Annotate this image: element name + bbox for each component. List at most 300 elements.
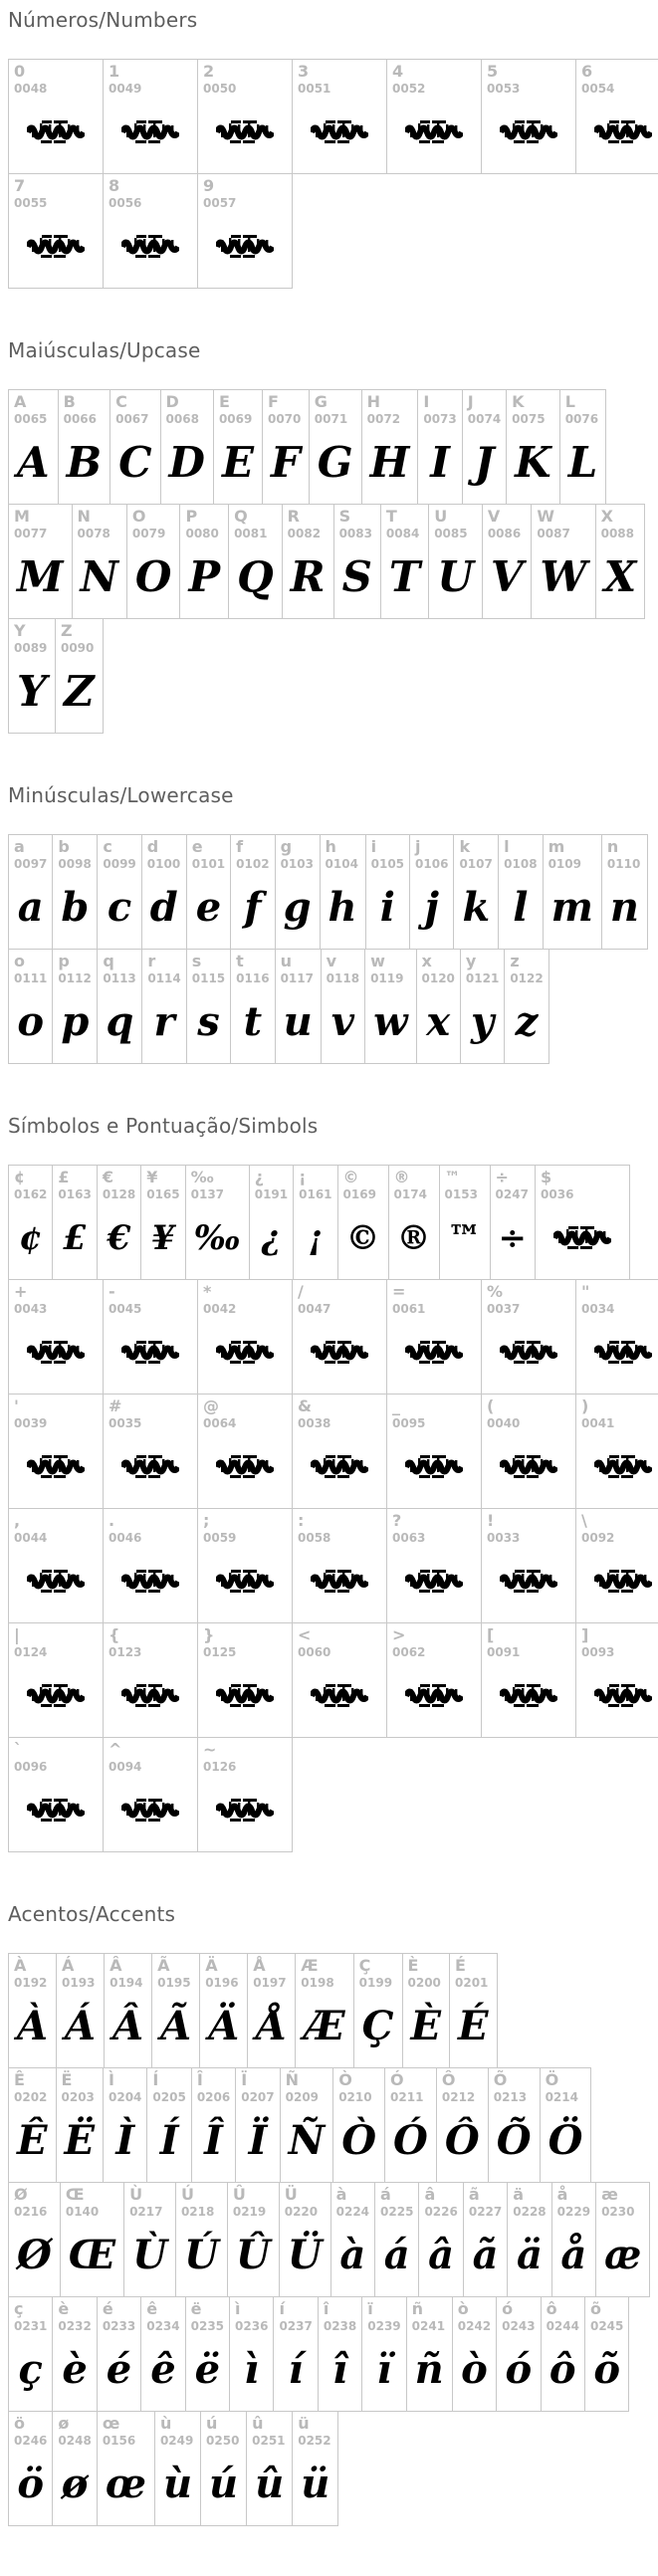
demo-stamp-image	[311, 1683, 368, 1709]
glyph-preview-area	[338, 2104, 379, 2176]
demo-stamp-area	[392, 96, 476, 167]
glyph-preview: ‰	[194, 1221, 241, 1255]
cell-code-label: 0196	[205, 1976, 242, 1990]
glyph-preview-area	[326, 871, 360, 943]
glyph-preview-area	[494, 2104, 535, 2176]
cell-character-label: ;	[203, 1511, 287, 1531]
cell-code-label: 0084	[386, 527, 423, 540]
cell-code-label: 0072	[367, 412, 413, 426]
demo-stamp-image	[594, 1454, 652, 1480]
cell-character-label: ñ	[412, 2299, 447, 2319]
cell-code-label: 0116	[236, 971, 269, 985]
demo-stamp-image	[121, 119, 179, 145]
demo-stamp-area	[14, 210, 98, 282]
cell-character-label: x	[422, 952, 455, 971]
glyph-preview-area	[288, 540, 329, 612]
glyph-preview: œ	[106, 2465, 146, 2504]
glyph-cell-0065	[9, 390, 59, 505]
glyph-cell-0100	[141, 835, 186, 950]
demo-stamp-area	[298, 1659, 381, 1731]
glyph-cell-0057	[198, 174, 293, 289]
glyph-row	[8, 1953, 498, 2068]
glyph-preview: É	[458, 2007, 489, 2046]
glyph-preview-area	[390, 2104, 431, 2176]
glyph-cell-0198	[296, 1954, 353, 2068]
glyph-preview-area	[205, 1990, 242, 2061]
cell-code-label: 0192	[14, 1976, 51, 1990]
cell-code-label: 0242	[458, 2319, 491, 2333]
glyph-preview-area	[191, 1201, 244, 1273]
glyph-cell-0197	[248, 1954, 296, 2068]
cell-code-label: 0233	[103, 2319, 135, 2333]
cell-code-label: 0165	[146, 1187, 179, 1201]
glyph-preview-area	[442, 2104, 483, 2176]
glyph-row	[8, 1508, 658, 1623]
cell-character-label: S	[339, 507, 375, 527]
glyph-cell-0058	[293, 1509, 387, 1623]
glyph-preview-area	[181, 2219, 222, 2290]
cell-code-label: 0083	[339, 527, 375, 540]
cell-code-label: 0231	[14, 2319, 47, 2333]
cell-code-label: 0206	[197, 2090, 230, 2104]
demo-stamp-area	[14, 1430, 98, 1502]
glyph-cell-0056	[104, 174, 198, 289]
cell-character-label: o	[14, 952, 47, 971]
cell-code-label: 0238	[324, 2319, 356, 2333]
glyph-cell-0233	[97, 2297, 140, 2412]
glyph-preview-area	[408, 1990, 445, 2061]
cell-character-label: œ	[103, 2414, 149, 2434]
cell-character-label: ò	[458, 2299, 491, 2319]
cell-code-label: 0068	[166, 412, 208, 426]
cell-character-label: A	[14, 392, 53, 412]
glyph-cell-0224	[330, 2183, 374, 2297]
cell-character-label: J	[468, 392, 501, 412]
cell-code-label: 0128	[103, 1187, 135, 1201]
glyph-preview: X	[604, 556, 637, 598]
glyph-cell-0241	[406, 2297, 452, 2412]
cell-character-label: P	[185, 507, 223, 527]
cell-code-label: 0202	[14, 2090, 51, 2104]
cell-character-label: D	[166, 392, 208, 412]
cell-character-label: ‰	[191, 1168, 244, 1187]
cell-code-label: 0207	[241, 2090, 274, 2104]
glyph-preview: B	[67, 442, 103, 484]
cell-character-label: Ö	[546, 2070, 586, 2090]
cell-code-label: 0094	[109, 1760, 192, 1774]
cell-character-label: Ã	[157, 1956, 194, 1976]
demo-stamp-area	[298, 1430, 381, 1502]
glyph-preview-area	[488, 540, 527, 612]
cell-character-label: €	[103, 1168, 135, 1187]
cell-code-label: 0123	[109, 1645, 192, 1659]
glyph-cell-0102	[231, 835, 275, 950]
glyph-cell-0153	[439, 1166, 490, 1280]
cell-code-label: 0126	[203, 1760, 287, 1774]
cell-character-label: k	[459, 837, 493, 857]
cell-code-label: 0055	[14, 196, 98, 210]
cell-character-label: ¢	[14, 1168, 47, 1187]
cell-code-label: 0037	[487, 1302, 570, 1316]
glyph-preview-area	[466, 985, 499, 1057]
cell-code-label: 0237	[279, 2319, 312, 2333]
glyph-preview-area	[192, 985, 225, 1057]
cell-code-label: 0056	[109, 196, 192, 210]
glyph-preview-area	[496, 1201, 531, 1273]
demo-stamp-area	[109, 1659, 192, 1731]
glyph-cell-0213	[488, 2068, 540, 2183]
glyph-preview-area	[58, 985, 92, 1057]
demo-stamp-area	[392, 1659, 476, 1731]
glyph-cell-0123	[104, 1623, 198, 1738]
demo-stamp-area	[392, 1430, 476, 1502]
cell-character-label: %	[487, 1282, 570, 1302]
glyph-cell-0214	[540, 2068, 591, 2183]
glyph-preview: Æ	[304, 2007, 344, 2046]
glyph-preview-area	[152, 2104, 185, 2176]
glyph-cell-0108	[499, 835, 543, 950]
glyph-preview-area	[565, 426, 601, 498]
glyph-cell-0075	[507, 390, 560, 505]
glyph-preview: ü	[301, 2465, 329, 2504]
cell-code-label: 0174	[394, 1187, 434, 1201]
glyph-row	[8, 949, 549, 1064]
glyph-cell-0120	[416, 950, 460, 1064]
glyph-preview: k	[462, 888, 490, 928]
demo-stamp-image	[311, 1569, 368, 1595]
cell-code-label: 0201	[455, 1976, 492, 1990]
cell-code-label: 0107	[459, 857, 493, 871]
glyph-preview-area	[103, 871, 135, 943]
cell-character-label: Î	[197, 2070, 230, 2090]
cell-character-label: ú	[206, 2414, 241, 2434]
glyph-preview-area	[424, 2219, 457, 2290]
glyph-preview-area	[14, 2448, 47, 2519]
demo-stamp-image	[27, 1569, 85, 1595]
cell-character-label: B	[64, 392, 106, 412]
glyph-cell-0217	[124, 2183, 176, 2297]
demo-stamp-area	[487, 1430, 570, 1502]
glyph-cell-0216	[9, 2183, 61, 2297]
demo-stamp-image	[121, 1454, 179, 1480]
glyph-preview-area	[14, 1990, 51, 2061]
glyph-preview: ¿	[261, 1221, 281, 1255]
glyph-cell-0064	[198, 1395, 293, 1509]
cell-code-label: 0203	[62, 2090, 99, 2104]
glyph-preview: â	[428, 2236, 454, 2275]
glyph-preview: ù	[163, 2465, 192, 2504]
glyph-preview: Ñ	[289, 2121, 326, 2161]
cell-code-label: 0089	[14, 641, 50, 655]
demo-stamp-image	[594, 119, 652, 145]
glyph-preview: A	[17, 442, 50, 484]
demo-stamp-area	[203, 1545, 287, 1616]
glyph-preview: ø	[62, 2465, 89, 2504]
cell-code-label: 0069	[219, 412, 257, 426]
glyph-preview: s	[197, 1002, 220, 1042]
cell-code-label: 0093	[581, 1645, 658, 1659]
demo-stamp-image	[121, 234, 179, 260]
cell-character-label: v	[327, 952, 359, 971]
demo-stamp-area	[203, 1430, 287, 1502]
cell-code-label: 0194	[110, 1976, 146, 1990]
demo-stamp-image	[121, 1340, 179, 1366]
cell-character-label: î	[324, 2299, 356, 2319]
glyph-cell-0079	[126, 505, 180, 619]
demo-stamp-image	[27, 1798, 85, 1824]
cell-code-label: 0044	[14, 1531, 98, 1545]
cell-character-label: s	[192, 952, 225, 971]
demo-stamp-area	[487, 1659, 570, 1731]
glyph-cell-0230	[596, 2183, 650, 2297]
cell-character-label: Í	[152, 2070, 185, 2090]
glyph-preview: t	[244, 1002, 262, 1042]
glyph-cell-0060	[293, 1623, 387, 1738]
demo-stamp-area	[298, 1316, 381, 1388]
cell-code-label: 0065	[14, 412, 53, 426]
demo-stamp-image	[500, 1454, 557, 1480]
glyph-preview: Á	[65, 2007, 96, 2046]
glyph-cell-0091	[482, 1623, 576, 1738]
cell-character-label: e	[192, 837, 225, 857]
glyph-preview: ó	[506, 2350, 533, 2390]
cell-code-label: 0062	[392, 1645, 476, 1659]
cell-code-label: 0091	[487, 1645, 570, 1659]
cell-character-label: ®	[394, 1168, 434, 1187]
glyph-preview: Œ	[69, 2236, 115, 2275]
cell-code-label: 0239	[367, 2319, 400, 2333]
cell-code-label: 0220	[285, 2205, 326, 2219]
glyph-preview: o	[17, 1002, 44, 1042]
cell-character-label: Œ	[66, 2185, 118, 2205]
glyph-cell-0203	[56, 2068, 104, 2183]
demo-stamp-area	[14, 1774, 98, 1845]
glyph-preview: Ï	[249, 2121, 268, 2161]
glyph-preview-area	[601, 540, 640, 612]
cell-character-label: t	[236, 952, 269, 971]
demo-stamp-area	[487, 1545, 570, 1616]
cell-code-label: 0095	[392, 1416, 476, 1430]
cell-code-label: 0225	[380, 2205, 413, 2219]
cell-code-label: 0059	[203, 1531, 287, 1545]
demo-stamp-image	[500, 1569, 557, 1595]
cell-code-label: 0161	[299, 1187, 331, 1201]
cell-code-label: 0033	[487, 1531, 570, 1545]
glyph-cell-0169	[337, 1166, 388, 1280]
glyph-preview: è	[62, 2350, 87, 2390]
glyph-preview: V	[491, 556, 524, 598]
cell-code-label: 0249	[160, 2434, 195, 2448]
glyph-preview-area	[61, 655, 98, 727]
glyph-preview: ä	[517, 2236, 543, 2275]
cell-character-label: Æ	[301, 1956, 347, 1976]
cell-character-label: Ë	[62, 2070, 99, 2090]
glyph-cell-0080	[180, 505, 229, 619]
glyph-cell-0228	[508, 2183, 551, 2297]
glyph-row	[8, 1622, 658, 1738]
cell-character-label: ô	[547, 2299, 579, 2319]
cell-character-label: X	[601, 507, 640, 527]
demo-stamp-image	[216, 1683, 274, 1709]
glyph-preview: Å	[256, 2007, 287, 2046]
glyph-cell-0242	[452, 2297, 496, 2412]
glyph-preview: e	[196, 888, 221, 928]
cell-code-label: 0232	[58, 2319, 91, 2333]
cell-character-label: \	[581, 1511, 658, 1531]
cell-code-label: 0101	[192, 857, 225, 871]
glyph-cell-0234	[141, 2297, 185, 2412]
cell-code-label: 0090	[61, 641, 98, 655]
glyph-preview: ã	[473, 2236, 499, 2275]
glyph-preview: ÷	[499, 1221, 528, 1255]
cell-code-label: 0245	[590, 2319, 623, 2333]
cell-code-label: 0064	[203, 1416, 287, 1430]
glyph-cell-0195	[152, 1954, 200, 2068]
cell-character-label: Ñ	[286, 2070, 329, 2090]
cell-character-label: E	[219, 392, 257, 412]
glyph-cell-0043	[9, 1280, 104, 1395]
cell-character-label: ,	[14, 1511, 98, 1531]
glyph-preview-area	[197, 2104, 230, 2176]
glyph-cell-0113	[98, 950, 142, 1064]
cell-character-label: 2	[203, 62, 287, 82]
cell-character-label: Ü	[285, 2185, 326, 2205]
cell-character-label: È	[408, 1956, 445, 1976]
glyph-cell-0042	[198, 1280, 293, 1395]
glyph-preview: Ø	[17, 2236, 52, 2275]
glyph-cell-0036	[536, 1166, 630, 1280]
cell-character-label: K	[512, 392, 554, 412]
glyph-cell-0128	[97, 1166, 140, 1280]
glyph-cell-0194	[105, 1954, 152, 2068]
cell-character-label: q	[103, 952, 136, 971]
glyph-row	[8, 2182, 650, 2297]
glyph-cell-0093	[576, 1623, 658, 1738]
glyph-preview: ñ	[415, 2350, 444, 2390]
cell-code-label: 0082	[288, 527, 329, 540]
glyph-cell-0099	[98, 835, 141, 950]
glyph-cell-0085	[429, 505, 483, 619]
glyph-cell-0098	[53, 835, 98, 950]
glyph-preview-area	[468, 426, 501, 498]
glyph-preview: W	[540, 556, 586, 598]
cell-code-label: 0119	[370, 971, 410, 985]
cell-code-label: 0214	[546, 2090, 586, 2104]
glyph-preview-area	[422, 985, 455, 1057]
glyph-preview: À	[17, 2007, 48, 2046]
glyph-preview: C	[118, 442, 151, 484]
cell-character-label: ü	[298, 2414, 332, 2434]
glyph-cell-0238	[318, 2297, 361, 2412]
demo-stamp-image	[216, 1569, 274, 1595]
glyph-cell-0137	[185, 1166, 249, 1280]
glyph-preview: q	[106, 1002, 133, 1042]
glyph-preview: K	[515, 442, 551, 484]
glyph-preview: Õ	[497, 2121, 532, 2161]
demo-stamp-area	[109, 1545, 192, 1616]
demo-stamp-area	[109, 1316, 192, 1388]
cell-character-label: Õ	[494, 2070, 535, 2090]
cell-character-label: ï	[367, 2299, 400, 2319]
glyph-preview-area	[166, 426, 208, 498]
cell-character-label: u	[281, 952, 316, 971]
glyph-preview-area	[14, 2104, 51, 2176]
cell-code-label: 0087	[537, 527, 589, 540]
cell-character-label: /	[298, 1282, 381, 1302]
glyph-preview-area	[103, 1201, 135, 1273]
glyph-preview-area	[286, 2104, 329, 2176]
demo-stamp-area	[581, 96, 658, 167]
cell-character-label: Â	[110, 1956, 146, 1976]
glyph-preview-area	[279, 2333, 312, 2405]
demo-stamp-image	[27, 119, 85, 145]
cell-code-label: 0212	[442, 2090, 483, 2104]
cell-character-label: @	[203, 1396, 287, 1416]
glyph-cell-0050	[198, 60, 293, 174]
cell-character-label: Ú	[181, 2185, 222, 2205]
demo-stamp-area	[14, 1316, 98, 1388]
glyph-preview: ¡	[308, 1221, 323, 1255]
cell-code-label: 0213	[494, 2090, 535, 2104]
glyph-cell-0229	[551, 2183, 595, 2297]
glyph-preview-area	[512, 426, 554, 498]
glyph-cell-0045	[104, 1280, 198, 1395]
glyph-cell-0156	[97, 2412, 154, 2526]
cell-character-label: ]	[581, 1625, 658, 1645]
cell-code-label: 0100	[147, 857, 181, 871]
cell-character-label: $	[541, 1168, 624, 1187]
cell-character-label: '	[14, 1396, 98, 1416]
cell-code-label: 0113	[103, 971, 136, 985]
glyph-cell-0090	[55, 619, 103, 734]
glyph-cell-0068	[160, 390, 213, 505]
glyph-preview-area	[281, 985, 316, 1057]
cell-character-label: Á	[62, 1956, 99, 1976]
glyph-cell-0218	[175, 2183, 227, 2297]
glyph-preview: P	[188, 556, 220, 598]
demo-stamp-area	[541, 1201, 624, 1273]
glyph-cell-0072	[361, 390, 418, 505]
demo-stamp-image	[311, 1340, 368, 1366]
demo-stamp-image	[27, 1454, 85, 1480]
glyph-cell-0076	[559, 390, 606, 505]
cell-code-label: 0073	[423, 412, 456, 426]
cell-character-label: ê	[146, 2299, 179, 2319]
glyph-cell-0048	[9, 60, 104, 174]
glyph-preview-area	[386, 540, 423, 612]
cell-code-label: 0060	[298, 1645, 381, 1659]
glyph-cell-0225	[375, 2183, 419, 2297]
cell-code-label: 0035	[109, 1416, 192, 1430]
glyph-preview-area	[394, 1201, 434, 1273]
demo-stamp-area	[14, 96, 98, 167]
glyph-preview: Î	[204, 2121, 223, 2161]
glyph-cell-0248	[53, 2412, 97, 2526]
cell-character-label: f	[236, 837, 269, 857]
glyph-preview-area	[458, 2333, 491, 2405]
demo-stamp-image	[594, 1683, 652, 1709]
cell-character-label: `	[14, 1740, 98, 1760]
demo-stamp-image	[27, 1340, 85, 1366]
cell-character-label: !	[487, 1511, 570, 1531]
cell-code-label: 0229	[557, 2205, 590, 2219]
glyph-preview-area	[367, 426, 413, 498]
glyph-preview-area	[236, 871, 269, 943]
cell-character-label: l	[504, 837, 537, 857]
glyph-cell-0104	[320, 835, 365, 950]
cell-code-label: 0204	[109, 2090, 141, 2104]
glyph-cell-0192	[9, 1954, 57, 2068]
